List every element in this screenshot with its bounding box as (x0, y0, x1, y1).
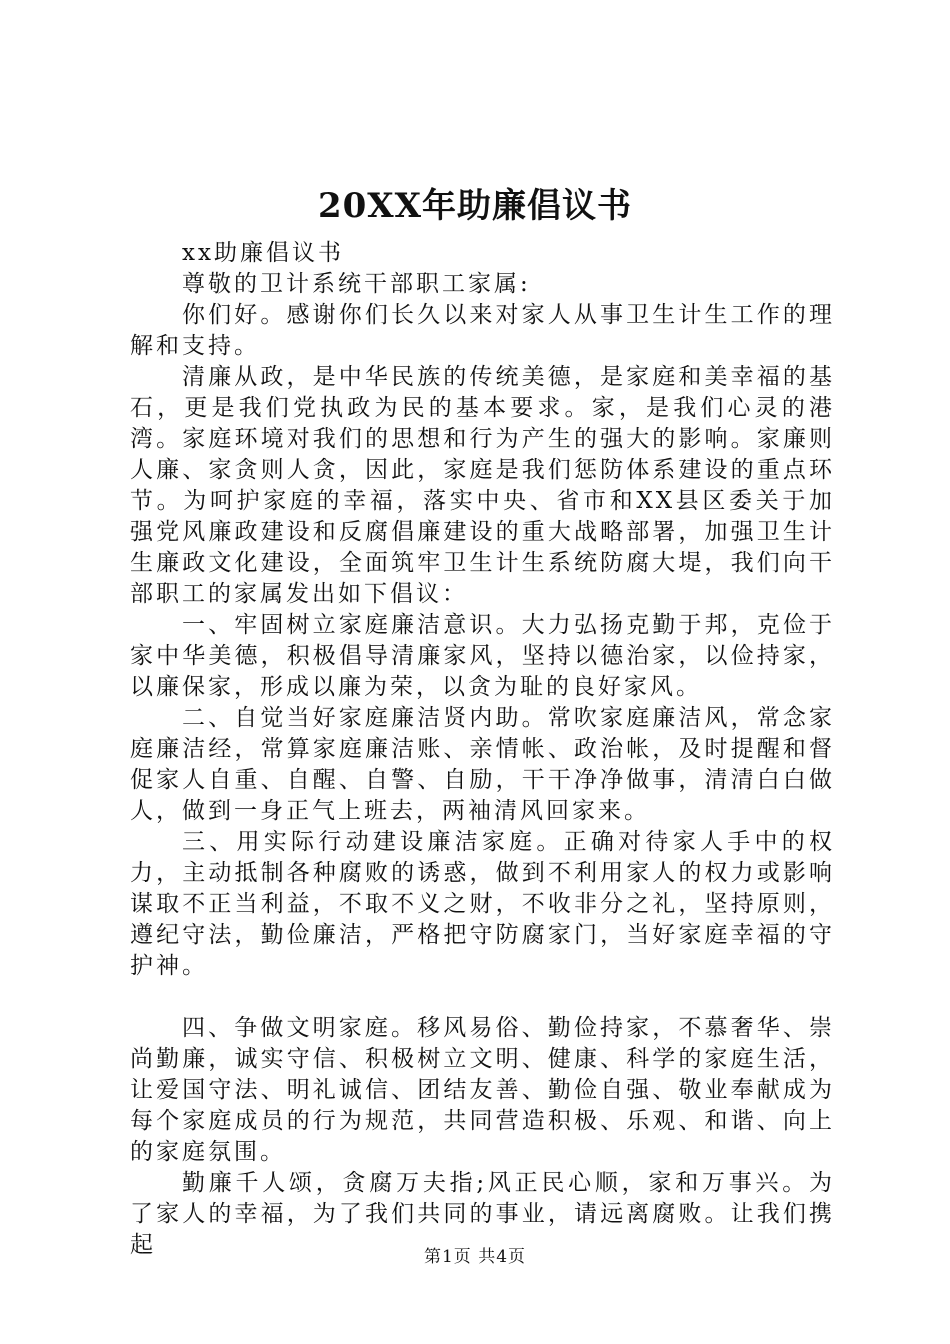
paragraph-point-three: 三、用实际行动建设廉洁家庭。正确对待家人手中的权力，主动抵制各种腐败的诱惑，做到不利用家人的权力或影响谋取不正当利益，不取不义之财，不收非分之礼，坚持原则，遵纪守法，勤俭廉洁，严格把守防腐家门，当好家庭幸福的守护神。 (130, 829, 835, 979)
paragraph-intro: 清廉从政，是中华民族的传统美德，是家庭和美幸福的基石，更是我们党执政为民的基本要求。家，是我们心灵的港湾。家庭环境对我们的思想和行为产生的强大的影响。家廉则人廉、家贪则人贪，因此，家庭是我们惩防体系建设的重点环节。为呵护家庭的幸福，落实中央、省市和XX县区委关于加强党风廉政建设和反腐倡廉建设的重大战略部署，加强卫生计生廉政文化建设，全面筑牢卫生计生系统防腐大堤，我们向干部职工的家属发出如下倡议： (130, 364, 835, 607)
paragraph-closing: 勤廉千人颂，贪腐万夫指;风正民心顺，家和万事兴。为了家人的幸福，为了我们共同的事业，请远离腐败。让我们携起 (130, 1170, 835, 1258)
paragraph-point-two: 二、自觉当好家庭廉洁贤内助。常吹家庭廉洁风，常念家庭廉洁经，常算家庭廉洁账、亲情帐、政治帐，及时提醒和督促家人自重、自醒、自警、自励，干干净净做事，清清白白做人，做到一身正气上班去，两袖清风回家来。 (130, 705, 835, 824)
paragraph-heading: xx助廉倡议书 (182, 240, 344, 266)
paragraph-point-one: 一、牢固树立家庭廉洁意识。大力弘扬克勤于邦，克俭于家中华美德，积极倡导清廉家风，坚持以德治家，以俭持家，以廉保家，形成以廉为荣，以贪为耻的良好家风。 (130, 612, 835, 700)
document-body (130, 238, 835, 1261)
paragraph-greeting: 你们好。感谢你们长久以来对家人从事卫生计生工作的理解和支持。 (130, 302, 835, 359)
paragraph-point-four: 四、争做文明家庭。移风易俗、勤俭持家，不慕奢华、崇尚勤廉，诚实守信、积极树立文明、健康、科学的家庭生活，让爱国守法、明礼诚信、团结友善、勤俭自强、敬业奉献成为每个家庭成员的行为规范，共同营造积极、乐观、和谐、向上的家庭氛围。 (130, 1015, 835, 1165)
document-title: 20XX年助廉倡议书 (317, 186, 633, 226)
paragraph-salutation: 尊敬的卫计系统干部职工家属: (182, 271, 531, 297)
page-footer: 第1页 共4页 (423, 1247, 527, 1267)
